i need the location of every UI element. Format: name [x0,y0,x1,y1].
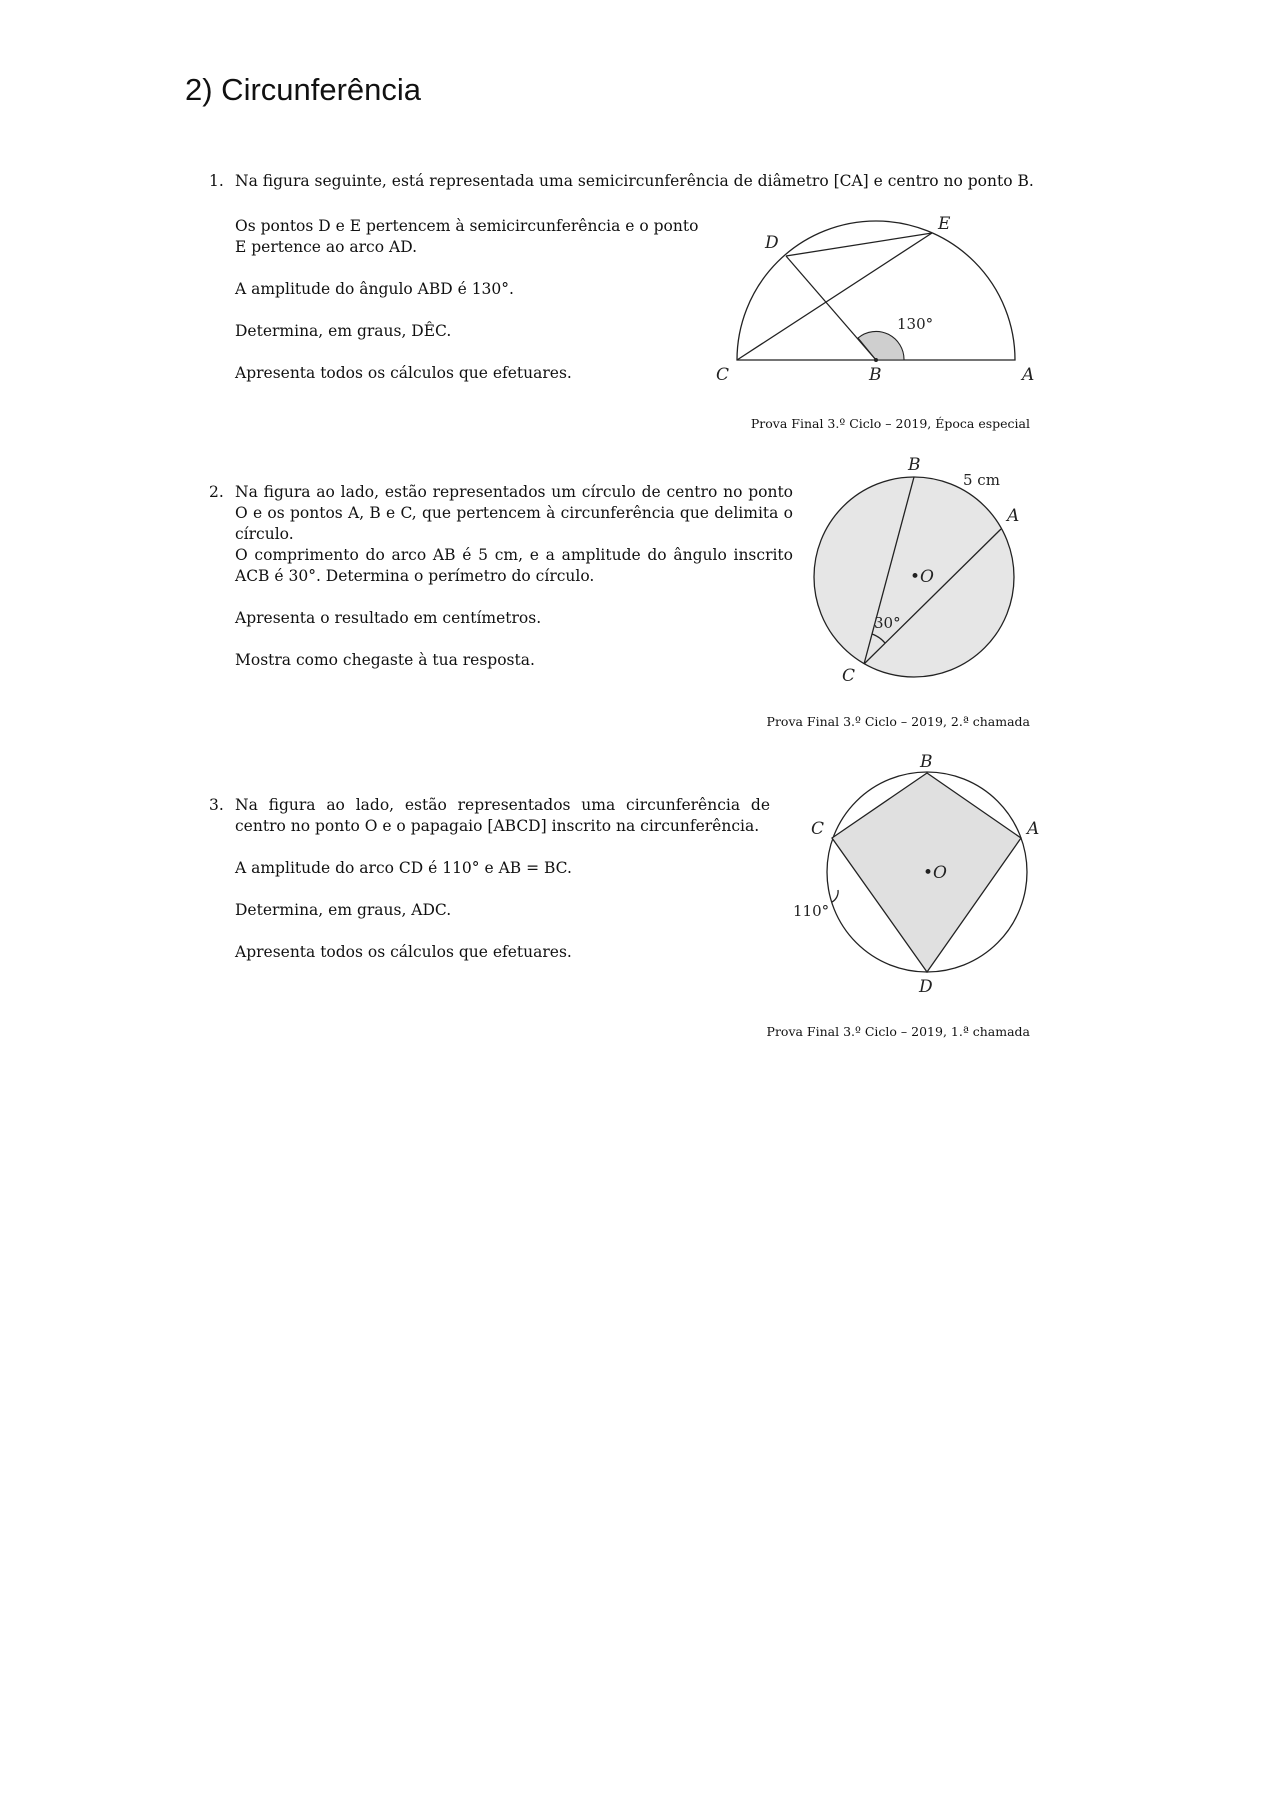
problem-2-source: Prova Final 3.º Ciclo – 2019, 2.ª chamada [766,714,1030,729]
problem-2-number: 2. [209,483,224,501]
angle-label: 110° [793,902,830,920]
label-d: D [765,233,779,253]
problem-3-intro: Na figura ao lado, estão representados uma circunferência de centro no ponto O e o papagaio [ABCD] inscrito na circunferência. [235,796,770,835]
problem-1-source: Prova Final 3.º Ciclo – 2019, Época especial [750,416,1030,431]
problem-2-intro: Na figura ao lado, estão representados um círculo de centro no ponto O e os pontos A, B e C, que pertencem à circunferência que delimita o círculo. [235,483,793,543]
problem-3-source: Prova Final 3.º Ciclo – 2019, 1.ª chamada [766,1024,1030,1039]
problem-1-line-4: Apresenta todos os cálculos que efetuares. [235,364,572,382]
problem-2-line-1: O comprimento do arco AB é 5 cm, e a amplitude do ângulo inscrito ACB é 30°. Determina o perímetro do círculo. [235,546,793,585]
problem-1-intro: Na figura seguinte, está representada uma semicircunferência de diâmetro [CA] e centro no ponto B. [235,172,1034,190]
problem-2-line-3: Mostra como chegaste à tua resposta. [235,651,535,669]
label-d: D [919,977,933,997]
problem-1-line-1: Os pontos D e E pertencem à semicircunferência e o ponto E pertence ao arco AD. [235,217,699,256]
label-e: E [938,214,951,234]
point-b-dot [874,358,878,362]
problem-2-figure [780,450,1040,690]
label-o: •O [923,863,947,883]
label-c: C [842,666,856,686]
label-o: •O [910,567,934,587]
page-title: 2) Circunferência [185,72,422,107]
chord-de [786,233,932,256]
label-b: B [908,455,921,475]
angle-abd-marker [858,331,904,360]
label-c: C [716,365,730,385]
label-a: A [1022,365,1035,385]
problem-3-number: 3. [209,796,224,814]
label-b: B [869,365,882,385]
problem-3-line-3: Apresenta todos os cálculos que efetuares. [235,943,572,961]
problem-1-figure [700,200,1060,400]
problem-3-line-2: Determina, em graus, ADC. [235,901,452,919]
segment-db [786,256,876,360]
label-c: C [811,819,825,839]
problem-1-line-3: Determina, em graus, DÊC. [235,322,452,340]
problem-1-number: 1. [209,172,224,190]
label-a: A [1027,819,1040,839]
problem-3-line-1: A amplitude do arco CD é 110° e AB = BC. [235,859,572,877]
problem-1-line-2: A amplitude do ângulo ABD é 130°. [235,280,514,298]
arc-label: 5 cm [963,471,1000,489]
problem-2-line-2: Apresenta o resultado em centímetros. [235,609,542,627]
label-b: B [920,752,933,772]
problem-3-figure [780,745,1060,1005]
angle-label: 30° [874,614,901,632]
label-a: A [1007,506,1020,526]
angle-label: 130° [897,315,934,333]
